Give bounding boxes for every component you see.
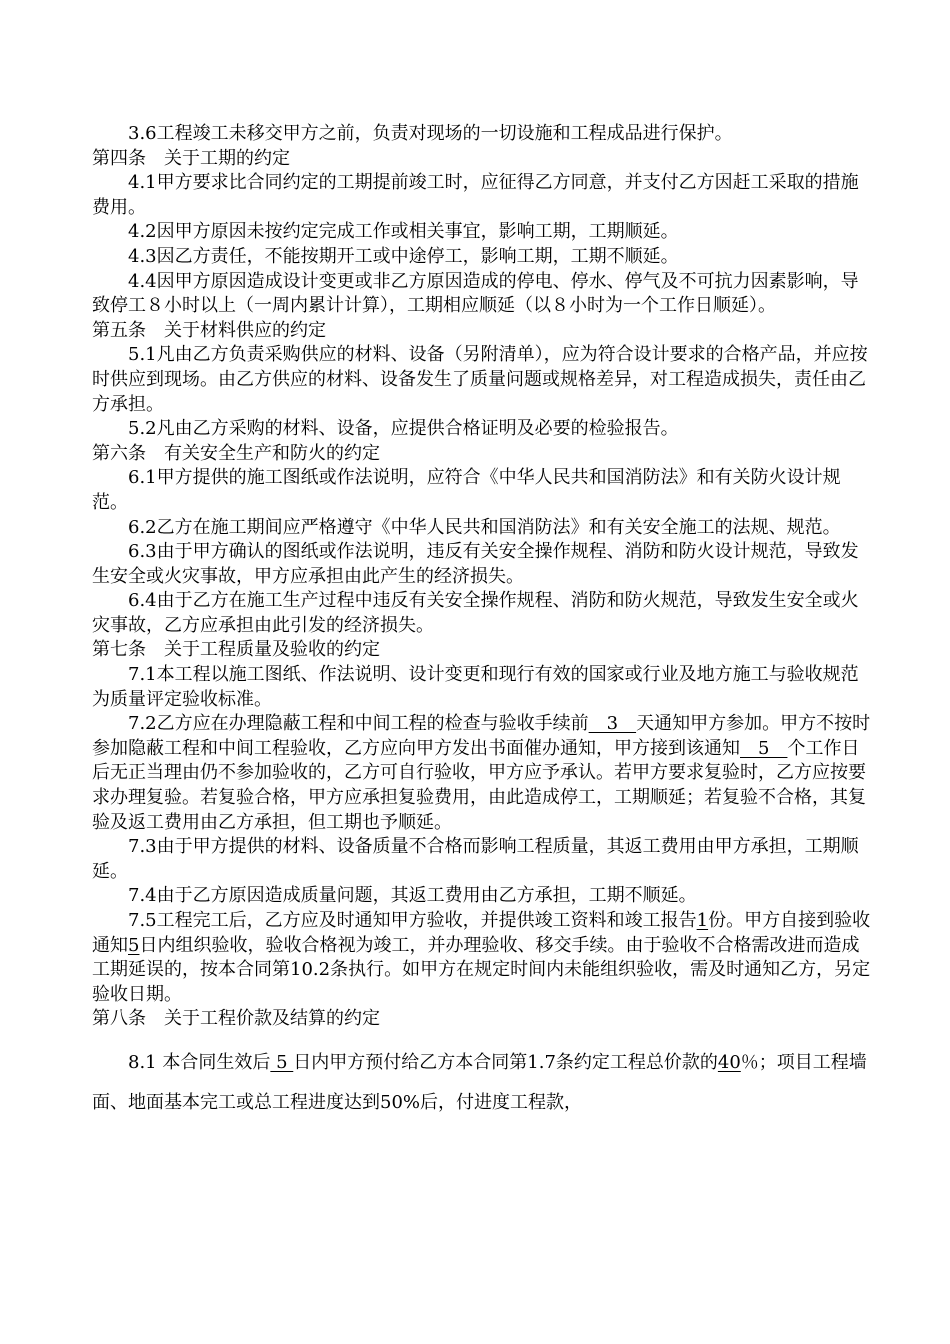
clause-4-4: 4.4因甲方原因造成设计变更或非乙方原因造成的停电、停水、停气及不可抗力因素影响，导致停工８小时以上（一周内累计计算），工期相应顺延（以８小时为一个工作日顺延）。	[92, 270, 859, 317]
report-copies-value: 1	[696, 910, 709, 931]
clause-7-2-text-a: 7.2乙方应在办理隐蔽工程和中间工程的检查与验收手续前	[128, 713, 589, 735]
clause-5-1: 5.1凡由乙方负责采购供应的材料、设备（另附清单），应为符合设计要求的合格产品，并应按时供应到现场。由乙方供应的材料、设备发生了质量问题或规格差异，对工程造成损失，责任由乙方承担。	[92, 344, 868, 415]
clause-7-3: 7.3由于甲方提供的材料、设备质量不合格而影响工程质量，其返工费用由甲方承担，工期顺延。	[92, 836, 859, 882]
prepay-days-value: 5	[270, 1051, 294, 1073]
clause-8-1	[92, 1043, 872, 1123]
clause-6-3: 6.3由于甲方确认的图纸或作法说明，违反有关安全操作规程、消防和防火设计规范，导致发生安全或火灾事故，甲方应承担由此产生的经济损失。	[92, 541, 859, 587]
clause-7-5-text-b: 份。甲方自接到验收通知	[92, 910, 871, 956]
clause-7-2-text-b: 天通知甲方参加。甲方不按时参加隐蔽工程和中间工程验收，乙方应向甲方发出书面催办通知，甲方接到该通知	[92, 713, 871, 759]
clause-7-5-text-c: 日内组织验收，验收合格视为竣工，并办理验收、移交手续。由于验收不合格需改进而造成工期延误的，按本合同第10.2条执行。如甲方在规定时间内未能组织验收，需及时通知乙方，另定验收日期。	[92, 934, 871, 1005]
article-6-heading: 第六条 有关安全生产和防火的约定	[92, 442, 380, 464]
clause-6-1: 6.1甲方提供的施工图纸或作法说明，应符合《中华人民共和国消防法》和有关防火设计规范。	[92, 467, 841, 513]
clause-6-4: 6.4由于乙方在施工生产过程中违反有关安全操作规程、消防和防火规范，导致发生安全或火灾事故，乙方应承担由此引发的经济损失。	[92, 590, 859, 636]
clause-6-2: 6.2乙方在施工期间应严格遵守《中华人民共和国消防法》和有关安全施工的法规、规范。	[128, 516, 841, 538]
clause-7-2	[92, 712, 872, 835]
clause-7-2-text-c: 个工作日后无正当理由仍不参加验收的，乙方可自行验收，甲方应予承认。若甲方要求复验时，乙方应按要求办理复验。若复验合格，甲方应承担复验费用，由此造成停工，工期顺延；若复验不合格，其复验及返工费用由乙方承担，但工期也予顺延。	[92, 737, 866, 833]
prepay-percent-value: 40	[717, 1051, 741, 1073]
article-5-heading: 第五条 关于材料供应的约定	[92, 319, 326, 341]
clause-7-5-text-a: 7.5工程完工后，乙方应及时通知甲方验收，并提供竣工资料和竣工报告	[128, 910, 697, 931]
clause-7-5	[92, 909, 872, 1007]
article-7-heading: 第七条 关于工程质量及验收的约定	[92, 639, 380, 661]
article-8-heading: 第八条 关于工程价款及结算的约定	[92, 1008, 380, 1030]
notice-days-value: 3	[588, 713, 637, 735]
clause-8-1-text-a: 8.1 本合同生效后	[128, 1051, 271, 1073]
clause-7-4: 7.4由于乙方原因造成质量问题，其返工费用由乙方承担，工期不顺延。	[128, 885, 697, 907]
article-4-heading: 第四条 关于工期的约定	[92, 147, 290, 169]
contract-document	[92, 122, 872, 1123]
clause-4-1: 4.1甲方要求比合同约定的工期提前竣工时，应征得乙方同意，并支付乙方因赶工采取的措施费用。	[92, 172, 859, 218]
clause-4-3: 4.3因乙方责任，不能按期开工或中途停工，影响工期，工期不顺延。	[128, 245, 679, 267]
clause-5-2: 5.2凡由乙方采购的材料、设备，应提供合格证明及必要的检验报告。	[128, 418, 679, 440]
clause-8-1-text-b: 日内甲方预付给乙方本合同第1.7条约定工程总价款的	[293, 1051, 718, 1073]
clause-8-1-text-c: ％；项目工程墙面、地面基本完工或总工程进度达到50%后，付进度工程款，	[92, 1051, 867, 1113]
workdays-value: 5	[740, 737, 788, 759]
clause-3-6: 3.6工程竣工未移交甲方之前，负责对现场的一切设施和工程成品进行保护。	[128, 123, 733, 144]
clause-7-1: 7.1本工程以施工图纸、作法说明、设计变更和现行有效的国家或行业及地方施工与验收规范为质量评定验收标准。	[92, 664, 859, 710]
acceptance-days-value: 5	[128, 934, 140, 956]
clause-4-2: 4.2因甲方原因未按约定完成工作或相关事宜，影响工期，工期顺延。	[128, 221, 679, 243]
